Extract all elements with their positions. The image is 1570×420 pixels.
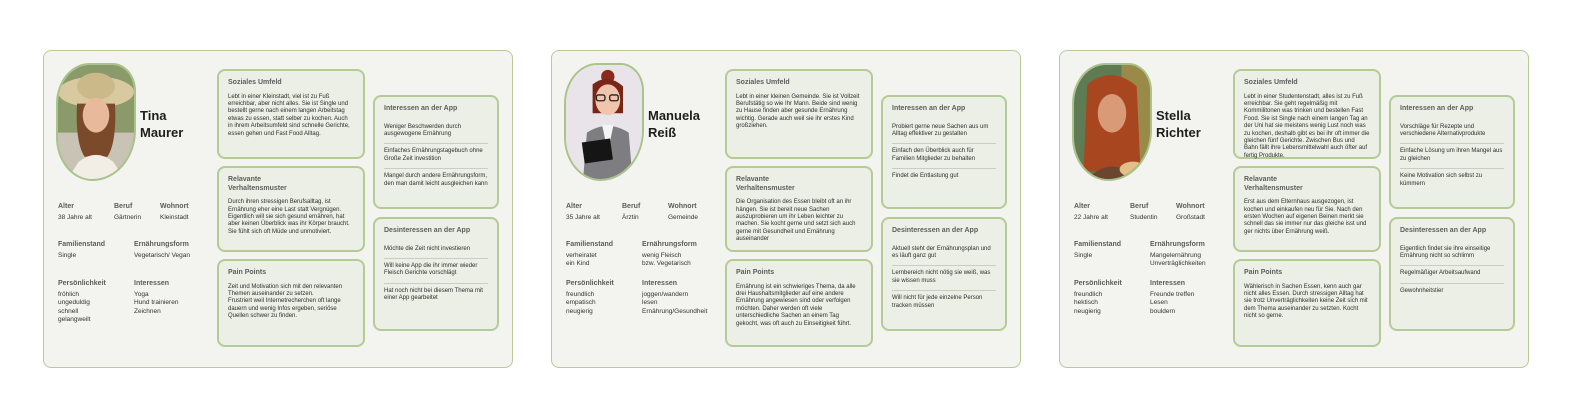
attr-familienstand-label: Familienstand xyxy=(566,241,614,248)
social-environment-title: Soziales Umfeld xyxy=(736,79,790,86)
desinteressen-item: Will keine App die ihr immer wieder Fleisch Gerichte vorschlägt xyxy=(384,259,488,284)
attr-persoenlichkeit-label: Persönlichkeit xyxy=(1074,280,1122,287)
behavior-patterns-box xyxy=(217,166,365,252)
app-interests-title: Interessen an der App xyxy=(1400,105,1474,112)
app-disinterests-box xyxy=(373,217,499,331)
persona-card-manuela xyxy=(551,50,1021,368)
attr-familienstand-label: Familienstand xyxy=(58,241,106,248)
attr-beruf-label: Beruf xyxy=(114,203,133,210)
attr-persoenlichkeit-value: fröhlich ungeduldig schnell gelangweilt xyxy=(58,291,91,323)
attr-wohnort xyxy=(160,203,189,222)
avatar xyxy=(56,63,136,181)
attr-familienstand xyxy=(1074,241,1121,260)
young-woman-redhead-portrait-icon xyxy=(1074,65,1150,179)
desinteressen-item: Möchte die Zeit nicht investieren xyxy=(384,242,488,259)
attr-familienstand xyxy=(58,241,105,260)
attr-beruf-value: Ärztin xyxy=(622,214,639,222)
attr-persoenlichkeit-label: Persönlichkeit xyxy=(58,280,106,287)
attr-alter xyxy=(58,203,92,222)
attr-ernaehrung-value: Mangelernährung Unverträglichkeiten xyxy=(1150,252,1206,268)
attr-ernaehrung-label: Ernährungsform xyxy=(642,241,697,248)
interessen_app-item: Probiert gerne neue Sachen aus um Alltag effektiver zu gestalten xyxy=(892,120,996,145)
attr-ernaehrung-label: Ernährungsform xyxy=(134,241,189,248)
interessen_app-item: Mangel durch andere Ernährungsform, den man damit leicht ausgleichen kann xyxy=(384,173,488,187)
persona-name xyxy=(140,107,183,141)
attr-interessen-label: Interessen xyxy=(134,280,170,287)
attr-persoenlichkeit-value: freundlich empatisch neugierig xyxy=(566,291,596,315)
attr-interessen xyxy=(134,280,178,316)
attr-wohnort-label: Wohnort xyxy=(668,203,697,210)
desinteressen-item: Eigentlich findet sie ihre einseitige Ernährung nicht so schlimm xyxy=(1400,242,1504,267)
attr-alter xyxy=(1074,203,1108,222)
attr-beruf xyxy=(622,203,640,222)
behavior-patterns-text: Durch ihren stressigen Berufsalltag, ist Ernährung eher eine Last statt Vergnügen. Eigentlich will sie sich gesund ernähren, hat aber keinen Überblick was ihr Körper braucht. Sie fühlt sich oft Müde und unmotiviert. xyxy=(228,199,350,235)
desinteressen-item: Regelmäßiger Arbeitsaufwand xyxy=(1400,266,1504,283)
attr-beruf xyxy=(1130,203,1157,222)
app-disinterests-box xyxy=(1389,217,1515,331)
behavior-patterns-box xyxy=(1233,166,1381,252)
app-disinterests-list xyxy=(892,242,996,315)
app-disinterests-list xyxy=(384,242,488,308)
social-environment-box xyxy=(725,69,873,159)
attr-persoenlichkeit xyxy=(58,280,106,324)
attr-ernaehrung xyxy=(1150,241,1206,269)
attr-beruf-value: Gärtnerin xyxy=(114,214,142,222)
social-environment-title: Soziales Umfeld xyxy=(228,79,282,86)
attr-alter-label: Alter xyxy=(1074,203,1090,210)
behavior-patterns-box xyxy=(725,166,873,252)
attr-alter-value: 35 Jahre alt xyxy=(566,214,600,222)
attr-wohnort-value: Gemeinde xyxy=(668,214,698,222)
attr-beruf xyxy=(114,203,141,222)
interessen_app-item: Weniger Beschwerden durch ausgewogene Ernährung xyxy=(384,120,488,145)
attr-alter-value: 22 Jahre alt xyxy=(1074,214,1108,222)
attr-alter-label: Alter xyxy=(58,203,74,210)
first-name: Stella xyxy=(1156,108,1191,123)
app-interests-list xyxy=(384,120,488,193)
app-disinterests-title: Desinteressen an der App xyxy=(384,227,471,234)
last-name: Richter xyxy=(1156,125,1201,140)
app-interests-title: Interessen an der App xyxy=(892,105,966,112)
desinteressen-item: Will nicht für jede einzelne Person tracken müssen xyxy=(892,295,983,309)
social-environment-text: Lebt in einer Studentenstadt, alles ist zu Fuß erreichbar. Sie geht regelmäßig mit Kommilitonen was trinken und bestellen Fast Food. Sie ist Single nach einem langen Tag an der Uni hat sie meistens wenig Lust noch was zu kochen, deshalb gibt es bei ihr oft immer die gleichen fünf Gerichte. Zwischen Bus und Bahn fällt ihre Lebensmittelwahl auch öfter auf fertig Produkte. xyxy=(1244,93,1370,159)
pain-points-text: Wählerisch in Sachen Essen, kenn auch gar nicht alles Essen. Durch stressigen Alltag hat sie trotz Unverträglichkeiten keine Zeit sich mit dem Thema auseinander zu setzten. Kocht nicht so gerne. xyxy=(1244,283,1368,320)
attr-ernaehrung xyxy=(642,241,697,269)
app-interests-box xyxy=(373,95,499,209)
interessen_app-item: Einfaches Ernährungstagebuch ohne Große Zeit investition xyxy=(384,144,488,169)
desinteressen-item: Hat noch nicht bei diesem Thema mit einer App gearbeitet xyxy=(384,287,483,302)
pain-points-box xyxy=(1233,259,1381,347)
app-interests-list xyxy=(892,120,996,186)
desinteressen-item: Lernbereich nicht nötig sie weiß, was sie wissen muss xyxy=(892,266,996,291)
attr-alter-label: Alter xyxy=(566,203,582,210)
attr-wohnort-value: Kleinstadt xyxy=(160,214,189,222)
social-environment-box xyxy=(1233,69,1381,159)
last-name: Reiß xyxy=(648,125,677,140)
attr-persoenlichkeit-value: freundlich hektisch neugierig xyxy=(1074,291,1103,315)
attr-interessen-value: joggen/wandern lesen Ernährung/Gesundheit xyxy=(642,291,708,315)
attr-ernaehrung-label: Ernährungsform xyxy=(1150,241,1205,248)
behavior-patterns-title: Relavante Verhaltensmuster xyxy=(1244,176,1303,192)
desinteressen-item: Aktuell steht der Ernährungsplan und es läuft ganz gut xyxy=(892,242,996,267)
behavior-patterns-text: Die Organisation des Essen bleibt oft an ihr hängen. Sie ist bereit neue Sachen auszuprobieren um ihr Leben leichter zu machen. Sie kocht gerne und setzt sich auch gerne mit Gesundheit und Ernährung auseinander xyxy=(736,199,856,243)
social-environment-title: Soziales Umfeld xyxy=(1244,79,1298,86)
last-name: Maurer xyxy=(140,125,184,140)
pain-points-text: Ernährung ist ein schwieriges Thema, da alle drei Haushaltsmitglieder auf eine andere Ernährung angewiesen sind oder verfolgen möchten. Daher werden oft viele unterschiedliche Sachen an einem Tag gekocht, was oft auch zu Einseitigkeit führt. xyxy=(736,283,856,327)
attr-alter-value: 38 Jahre alt xyxy=(58,214,92,222)
behavior-patterns-title: Relavante Verhaltensmuster xyxy=(228,176,287,192)
interessen_app-item: Einfache Lösung um ihren Mangel aus zu gleichen xyxy=(1400,144,1504,169)
interessen_app-item: Findet die Entlastung gut xyxy=(892,173,959,180)
attr-familienstand-value: Single xyxy=(1074,252,1093,260)
attr-ernaehrung-value: Vegetarisch/ Vegan xyxy=(134,252,191,260)
pain-points-box xyxy=(725,259,873,347)
app-disinterests-list xyxy=(1400,242,1504,301)
attr-wohnort-label: Wohnort xyxy=(160,203,189,210)
attr-familienstand xyxy=(566,241,613,269)
app-disinterests-title: Desinteressen an der App xyxy=(892,227,979,234)
app-disinterests-title: Desinteressen an der App xyxy=(1400,227,1487,234)
attr-persoenlichkeit-label: Persönlichkeit xyxy=(566,280,614,287)
woman-glasses-clipboard-portrait-icon xyxy=(566,65,642,179)
attr-wohnort-label: Wohnort xyxy=(1176,203,1205,210)
behavior-patterns-title: Relavante Verhaltensmuster xyxy=(736,176,795,192)
social-environment-text: Lebt in einer Kleinstadt, viel ist zu Fuß erreichbar, aber nicht alles. Sie ist Single und bestellt gerne nach einem langen Arbeitstag etwas zu essen, statt selber zu kochen. Auch in ihrem Arbeitsumfeld sind schnelle Gerichte, essen gehen und Fast Food Alltag. xyxy=(228,93,350,137)
attr-interessen-value: Yoga Hund trainieren Zeichnen xyxy=(134,291,179,315)
first-name: Tina xyxy=(140,108,167,123)
interessen_app-item: Einfach den Überblick auch für Familien Mitglieder zu behalten xyxy=(892,144,996,169)
attr-beruf-label: Beruf xyxy=(1130,203,1149,210)
attr-familienstand-value: Single xyxy=(58,252,77,260)
interessen_app-item: Keine Motivation sich selbst zu kümmern xyxy=(1400,173,1483,187)
woman-sunhat-portrait-icon xyxy=(58,65,134,179)
attr-alter xyxy=(566,203,600,222)
pain-points-title: Pain Points xyxy=(1244,269,1283,276)
pain-points-text: Zeit und Motivation sich mit den relevanten Themen auseinander zu setzen. Frustriert weil Internetrecherchen oft lange dauern und wenig Infos ergeben, seriöse Quellen schwer zu finden. xyxy=(228,283,343,320)
attr-familienstand-label: Familienstand xyxy=(1074,241,1122,248)
attr-wohnort xyxy=(668,203,698,222)
persona-name xyxy=(1156,107,1201,141)
pain-points-title: Pain Points xyxy=(736,269,775,276)
attr-familienstand-value: verheiratet ein Kind xyxy=(566,252,597,268)
persona-card-stella xyxy=(1059,50,1529,368)
persona-card-tina xyxy=(43,50,513,368)
app-interests-box xyxy=(1389,95,1515,209)
attr-beruf-value: Studentin xyxy=(1130,214,1158,222)
interessen_app-item: Vorschläge für Rezepte und verschiedene Alternativprodukte xyxy=(1400,120,1504,145)
attr-persoenlichkeit xyxy=(566,280,614,316)
attr-interessen xyxy=(642,280,707,316)
persona-name xyxy=(648,107,700,141)
social-environment-box xyxy=(217,69,365,159)
attr-interessen-value: Freunde treffen Lesen bouldern xyxy=(1150,291,1195,315)
attr-ernaehrung-value: wenig Fleisch bzw. Vegetarisch xyxy=(642,252,691,268)
attr-ernaehrung xyxy=(134,241,190,260)
attr-beruf-label: Beruf xyxy=(622,203,641,210)
attr-persoenlichkeit xyxy=(1074,280,1122,316)
avatar xyxy=(1072,63,1152,181)
app-disinterests-box xyxy=(881,217,1007,331)
desinteressen-item: Gewohnheitstier xyxy=(1400,287,1444,294)
attr-wohnort xyxy=(1176,203,1205,222)
pain-points-title: Pain Points xyxy=(228,269,267,276)
app-interests-title: Interessen an der App xyxy=(384,105,458,112)
avatar xyxy=(564,63,644,181)
attr-interessen-label: Interessen xyxy=(642,280,678,287)
attr-interessen-label: Interessen xyxy=(1150,280,1186,287)
attr-interessen xyxy=(1150,280,1194,316)
first-name: Manuela xyxy=(648,108,701,123)
attr-wohnort-value: Großstadt xyxy=(1176,214,1205,222)
behavior-patterns-text: Erst aus dem Elternhaus ausgezogen, ist kochen und einkaufen neu für Sie. Nach den ersten Wochen auf eigenen Beinen merkt sie schnell das sie immer nur das gleiche isst und ger nichts über Ernährung weiß. xyxy=(1244,199,1367,235)
social-environment-text: Lebt in einer kleinen Gemeinde. Sie ist Vollzeit Berufstätig so wie Ihr Mann. Beide sind wenig zu Hause finden aber gesunde Ernährung wichtig. Gerade auch weil sie ihr erstes Kind großziehen. xyxy=(736,93,860,130)
app-interests-box xyxy=(881,95,1007,209)
app-interests-list xyxy=(1400,120,1504,193)
pain-points-box xyxy=(217,259,365,347)
